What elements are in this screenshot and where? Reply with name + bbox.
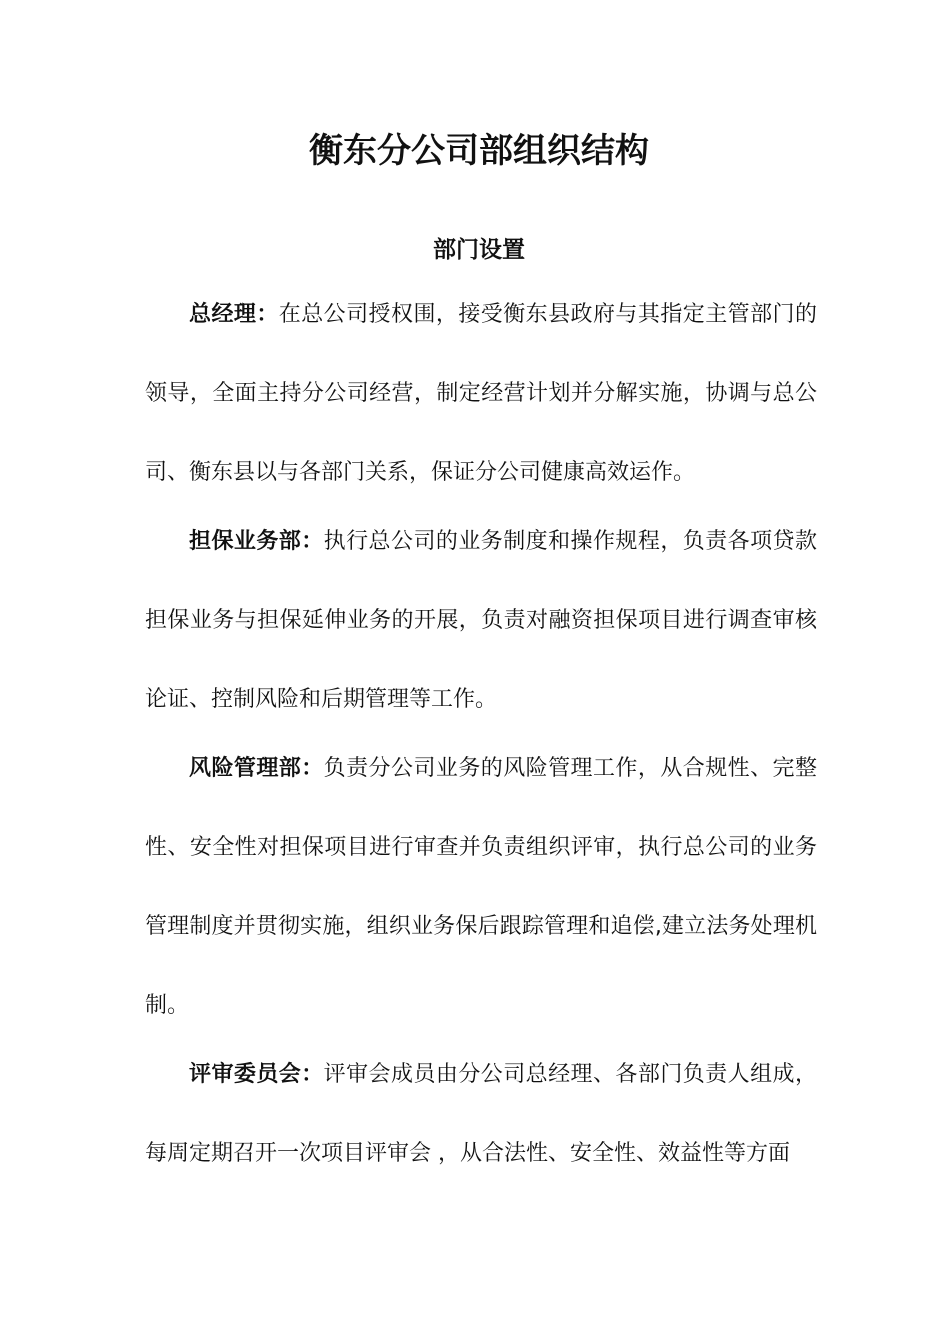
section-heading: 部门设置 <box>433 237 525 263</box>
paragraph-risk-dept <box>145 729 817 1045</box>
term-risk-dept: 风险管理部： <box>189 756 324 781</box>
paragraph-review-committee <box>145 1035 817 1193</box>
term-general-manager: 总经理： <box>189 302 279 327</box>
paragraph-guarantee-dept <box>145 502 817 739</box>
term-guarantee-dept: 担保业务部： <box>189 529 324 554</box>
description-guarantee-dept: 执行总公司的业务制度和操作规程，负责各项贷款担保业务与担保延伸业务的开展，负责对融资担保项目进行调查审核论证、控制风险和后期管理等工作。 <box>145 529 817 712</box>
description-review-committee: 评审会成员由分公司总经理、各部门负责人组成，每周定期召开一次项目评审会 ，从合法性、安全性、效益性等方面 <box>145 1062 817 1166</box>
document-title: 衡东分公司部组织结构 <box>309 131 649 171</box>
term-review-committee: 评审委员会： <box>189 1062 324 1087</box>
description-general-manager: 在总公司授权围，接受衡东县政府与其指定主管部门的领导，全面主持分公司经营，制定经营计划并分解实施，协调与总公司、衡东县以与各部门关系，保证分公司健康高效运作。 <box>145 302 817 485</box>
paragraph-general-manager <box>145 275 817 512</box>
description-risk-dept: 负责分公司业务的风险管理工作，从合规性、完整性、安全性对担保项目进行审查并负责组织评审，执行总公司的业务管理制度并贯彻实施，组织业务保后跟踪管理和追偿,建立法务处理机制。 <box>145 756 817 1018</box>
